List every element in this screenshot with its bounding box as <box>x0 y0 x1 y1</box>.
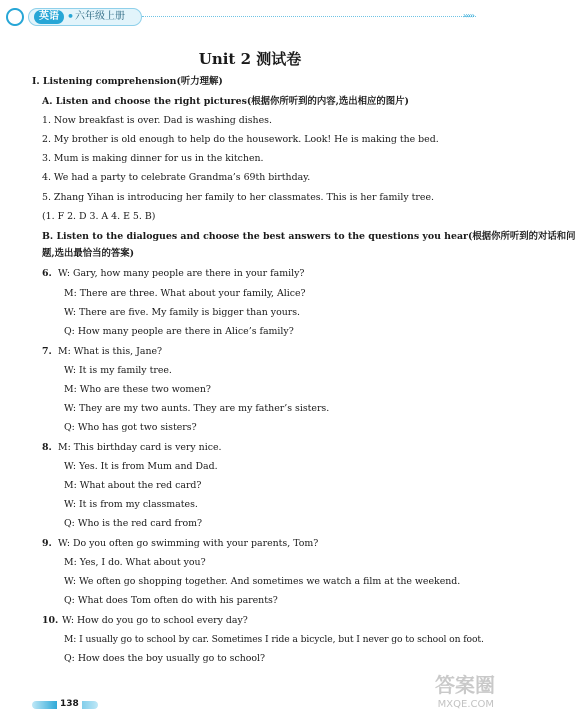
dialogue-line: W: They are my two aunts. They are my father’s sisters. <box>64 403 330 414</box>
dialogue-line: M: What about the red card? <box>64 480 202 491</box>
question-number: 10. <box>42 615 59 626</box>
watermark-logo: 答案圈 <box>435 673 495 697</box>
dialogue-line: M: This birthday card is very nice. <box>58 442 222 453</box>
dialogue-line: W: Do you often go swimming with your parents, Tom? <box>58 538 319 549</box>
dialogue-line: W: How do you go to school every day? <box>62 615 248 626</box>
question-number: 7. <box>42 346 52 357</box>
dialogue-line: W: We often go shopping together. And sometimes we watch a film at the weekend. <box>64 576 461 587</box>
circle-icon <box>6 8 24 26</box>
list-item: 2. My brother is old enough to help do the housework. Look! He is making the bed. <box>42 134 439 145</box>
header-dotted-line <box>142 16 476 17</box>
dialogue-line: M: Who are these two women? <box>64 384 211 395</box>
dialogue-line: W: Yes. It is from Mum and Dad. <box>64 461 218 472</box>
list-item: 1. Now breakfast is over. Dad is washing dishes. <box>42 115 272 126</box>
dialogue-line: W: It is from my classmates. <box>64 499 198 510</box>
book-title: 六年级上册 <box>75 11 125 22</box>
dialogue-line: M: What is this, Jane? <box>58 346 163 357</box>
part-b-heading: B. Listen to the dialogues and choose the best answers to the questions you hear(根据你所听到的对话和问 <box>42 231 576 242</box>
page-header <box>0 0 500 34</box>
page-number: 138 <box>57 697 82 712</box>
dialogue-line: W: There are five. My family is bigger than yours. <box>64 307 301 318</box>
list-item: 3. Mum is making dinner for us in the kitchen. <box>42 153 264 164</box>
dialogue-line: Q: Who has got two sisters? <box>64 422 197 433</box>
question-number: 8. <box>42 442 52 453</box>
list-item: 4. We had a party to celebrate Grandma’s 69th birthday. <box>42 172 311 183</box>
dialogue-line: Q: Who is the red card from? <box>64 518 203 529</box>
question-number: 9. <box>42 538 52 549</box>
dialogue-line: M: There are three. What about your family, Alice? <box>64 288 306 299</box>
part-b-heading-cont: 题,选出最恰当的答案) <box>42 248 135 259</box>
answer-key: (1. F 2. D 3. A 4. E 5. B) <box>42 211 156 222</box>
chevrons-icon: ››››› <box>463 11 474 20</box>
page-title: Unit 2 测试卷 <box>198 50 302 68</box>
dialogue-line: M: Yes, I do. What about you? <box>64 557 206 568</box>
dialogue-line: W: Gary, how many people are there in your family? <box>58 268 305 279</box>
dialogue-line: Q: How many people are there in Alice’s family? <box>64 326 294 337</box>
dialogue-line: Q: What does Tom often do with his parents? <box>64 595 278 606</box>
subject-tag: 英语 <box>34 10 64 24</box>
dialogue-line: Q: How does the boy usually go to school? <box>64 653 266 664</box>
separator-dot: • <box>67 10 75 23</box>
dialogue-line: W: It is my family tree. <box>64 365 172 376</box>
dialogue-line: M: I usually go to school by car. Sometimes I ride a bicycle, but I never go to school on foot. <box>64 634 484 645</box>
list-item: 5. Zhang Yihan is introducing her family to her classmates. This is her family tree. <box>42 192 434 203</box>
question-number: 6. <box>42 268 52 279</box>
section-heading: Ⅰ. Listening comprehension(听力理解) <box>32 76 223 87</box>
watermark-url: MXQE.COM <box>437 699 494 710</box>
part-a-heading: A. Listen and choose the right pictures(根据你所听到的内容,选出相应的图片) <box>42 96 409 107</box>
